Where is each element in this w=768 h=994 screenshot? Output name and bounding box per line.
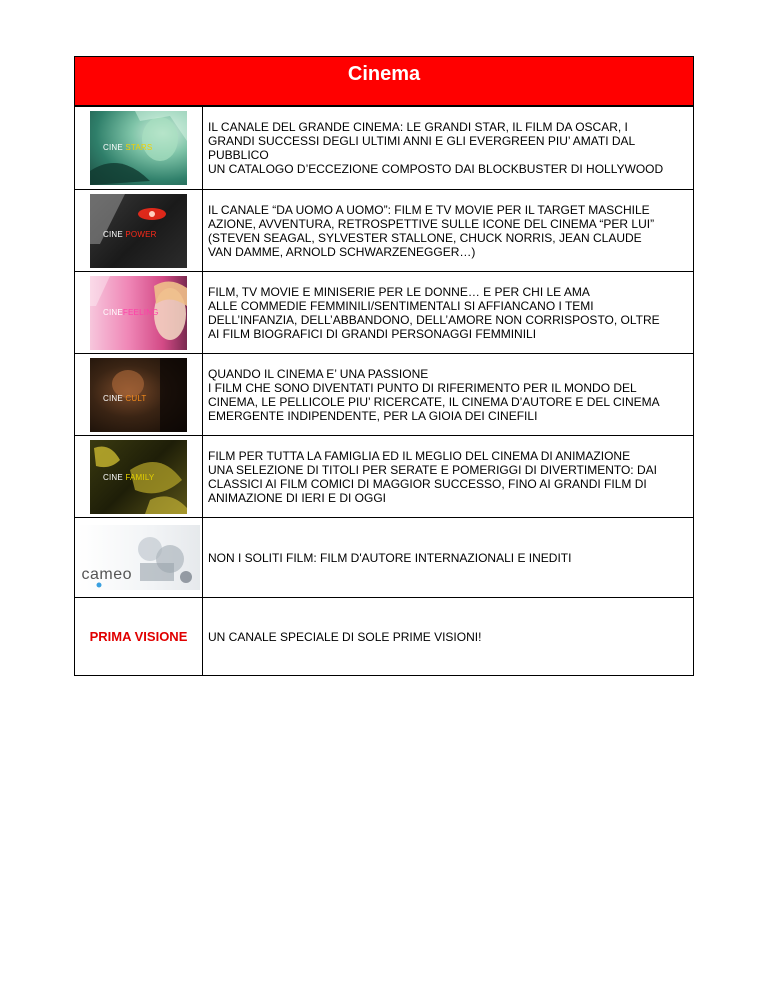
logo-word-family: FAMILY — [125, 472, 155, 482]
channel-description: FILM PER TUTTA LA FAMIGLIA ED IL MEGLIO DEL CINEMA DI ANIMAZIONE UNA SELEZIONE DI TITOLI PER SERATE E POMERIGGI DI DIVERTIMENTO: DAI CLASSICI AI FILM COMICI DI MAGGIOR SUCCESSO, FINO AI GRANDI FILM DI ANIMAZIONE DI IERI E DI OGGI — [208, 448, 657, 505]
table-row — [75, 597, 693, 675]
logo-cell — [75, 518, 203, 597]
channel-description: FILM, TV MOVIE E MINISERIE PER LE DONNE… E PER CHI LE AMA ALLE COMMEDIE FEMMINILI/SENTIMENTALI SI AFFIANCANO I TEMI DELL’INFANZIA, DELL’ABBANDONO, DELL’AMORE NON CORRISPOSTO, OLTRE AI FILM BIOGRAFICI DI GRANDI PERSONAGGI FEMMINILI — [208, 284, 660, 341]
cine-family-logo — [90, 440, 187, 514]
logo-word-cine: CINE — [103, 143, 123, 152]
channel-description: IL CANALE DEL GRANDE CINEMA: LE GRANDI STAR, IL FILM DA OSCAR, I GRANDI SUCCESSI DEGLI ULTIMI ANNI E GLI EVERGREEN PIU’ AMATI DAL PUBBLICO UN CATALOGO D’ECCEZIONE COMPOSTO DAI BLOCKBUSTER DI HOLLYWOOD — [208, 120, 664, 176]
cine-stars-logo — [90, 111, 187, 185]
channel-description: UN CANALE SPECIALE DI SOLE PRIME VISIONI! — [208, 629, 482, 644]
table-row — [75, 517, 693, 597]
logo-word-cine: CINE — [103, 307, 123, 317]
logo-cell — [75, 107, 203, 189]
logo-cell — [75, 190, 203, 271]
description-cell — [203, 354, 693, 435]
description-cell — [203, 190, 693, 271]
table-row — [75, 189, 693, 271]
cameo-logo — [78, 525, 200, 590]
page-title: Cinema — [347, 63, 421, 85]
cine-feeling-logo — [90, 276, 187, 350]
logo-cell — [75, 272, 203, 353]
logo-word-feeling: FEELING — [122, 307, 159, 317]
description-cell — [203, 518, 693, 597]
description-cell — [203, 107, 693, 189]
table-row — [75, 353, 693, 435]
description-cell — [203, 272, 693, 353]
table-header — [75, 57, 693, 106]
cine-power-logo — [90, 194, 187, 268]
logo-word-stars: STARS — [125, 143, 153, 152]
channel-table — [74, 56, 694, 676]
logo-cell — [75, 354, 203, 435]
cine-cult-logo — [90, 358, 187, 432]
table-row — [75, 435, 693, 517]
cameo-wordmark: cameo — [81, 566, 133, 583]
channel-description: QUANDO IL CINEMA E’ UNA PASSIONE I FILM CHE SONO DIVENTATI PUNTO DI RIFERIMENTO PER IL MONDO DEL CINEMA, LE PELLICOLE PIU’ RICERCATE, IL CINEMA D’AUTORE E DEL CINEMA EMERGENTE INDIPENDENTE, PER LA GIOIA DEI CINEFILI — [208, 366, 660, 423]
channel-description: IL CANALE “DA UOMO A UOMO”: FILM E TV MOVIE PER IL TARGET MASCHILE AZIONE, AVVENTURA, RETROSPETTIVE SULLE ICONE DEL CINEMA “PER LUI” (STEVEN SEAGAL, SYLVESTER STALLONE, CHUCK NORRIS, JEAN CLAUDE VAN DAMME, ARNOLD SCHWARZENEGGER…) — [208, 202, 655, 259]
table-row — [75, 106, 693, 189]
logo-word-cine: CINE — [103, 393, 123, 403]
logo-word-cine: CINE — [103, 229, 123, 239]
logo-word-cult: CULT — [125, 393, 147, 403]
logo-cell — [75, 598, 203, 675]
table-row — [75, 271, 693, 353]
description-cell — [203, 598, 693, 675]
prima-visione-label: PRIMA VISIONE — [89, 629, 188, 644]
logo-word-power: POWER — [125, 229, 157, 239]
description-cell — [203, 436, 693, 517]
logo-cell — [75, 436, 203, 517]
logo-word-cine: CINE — [103, 472, 123, 482]
channel-description: NON I SOLITI FILM: FILM D'AUTORE INTERNAZIONALI E INEDITI — [208, 550, 572, 565]
